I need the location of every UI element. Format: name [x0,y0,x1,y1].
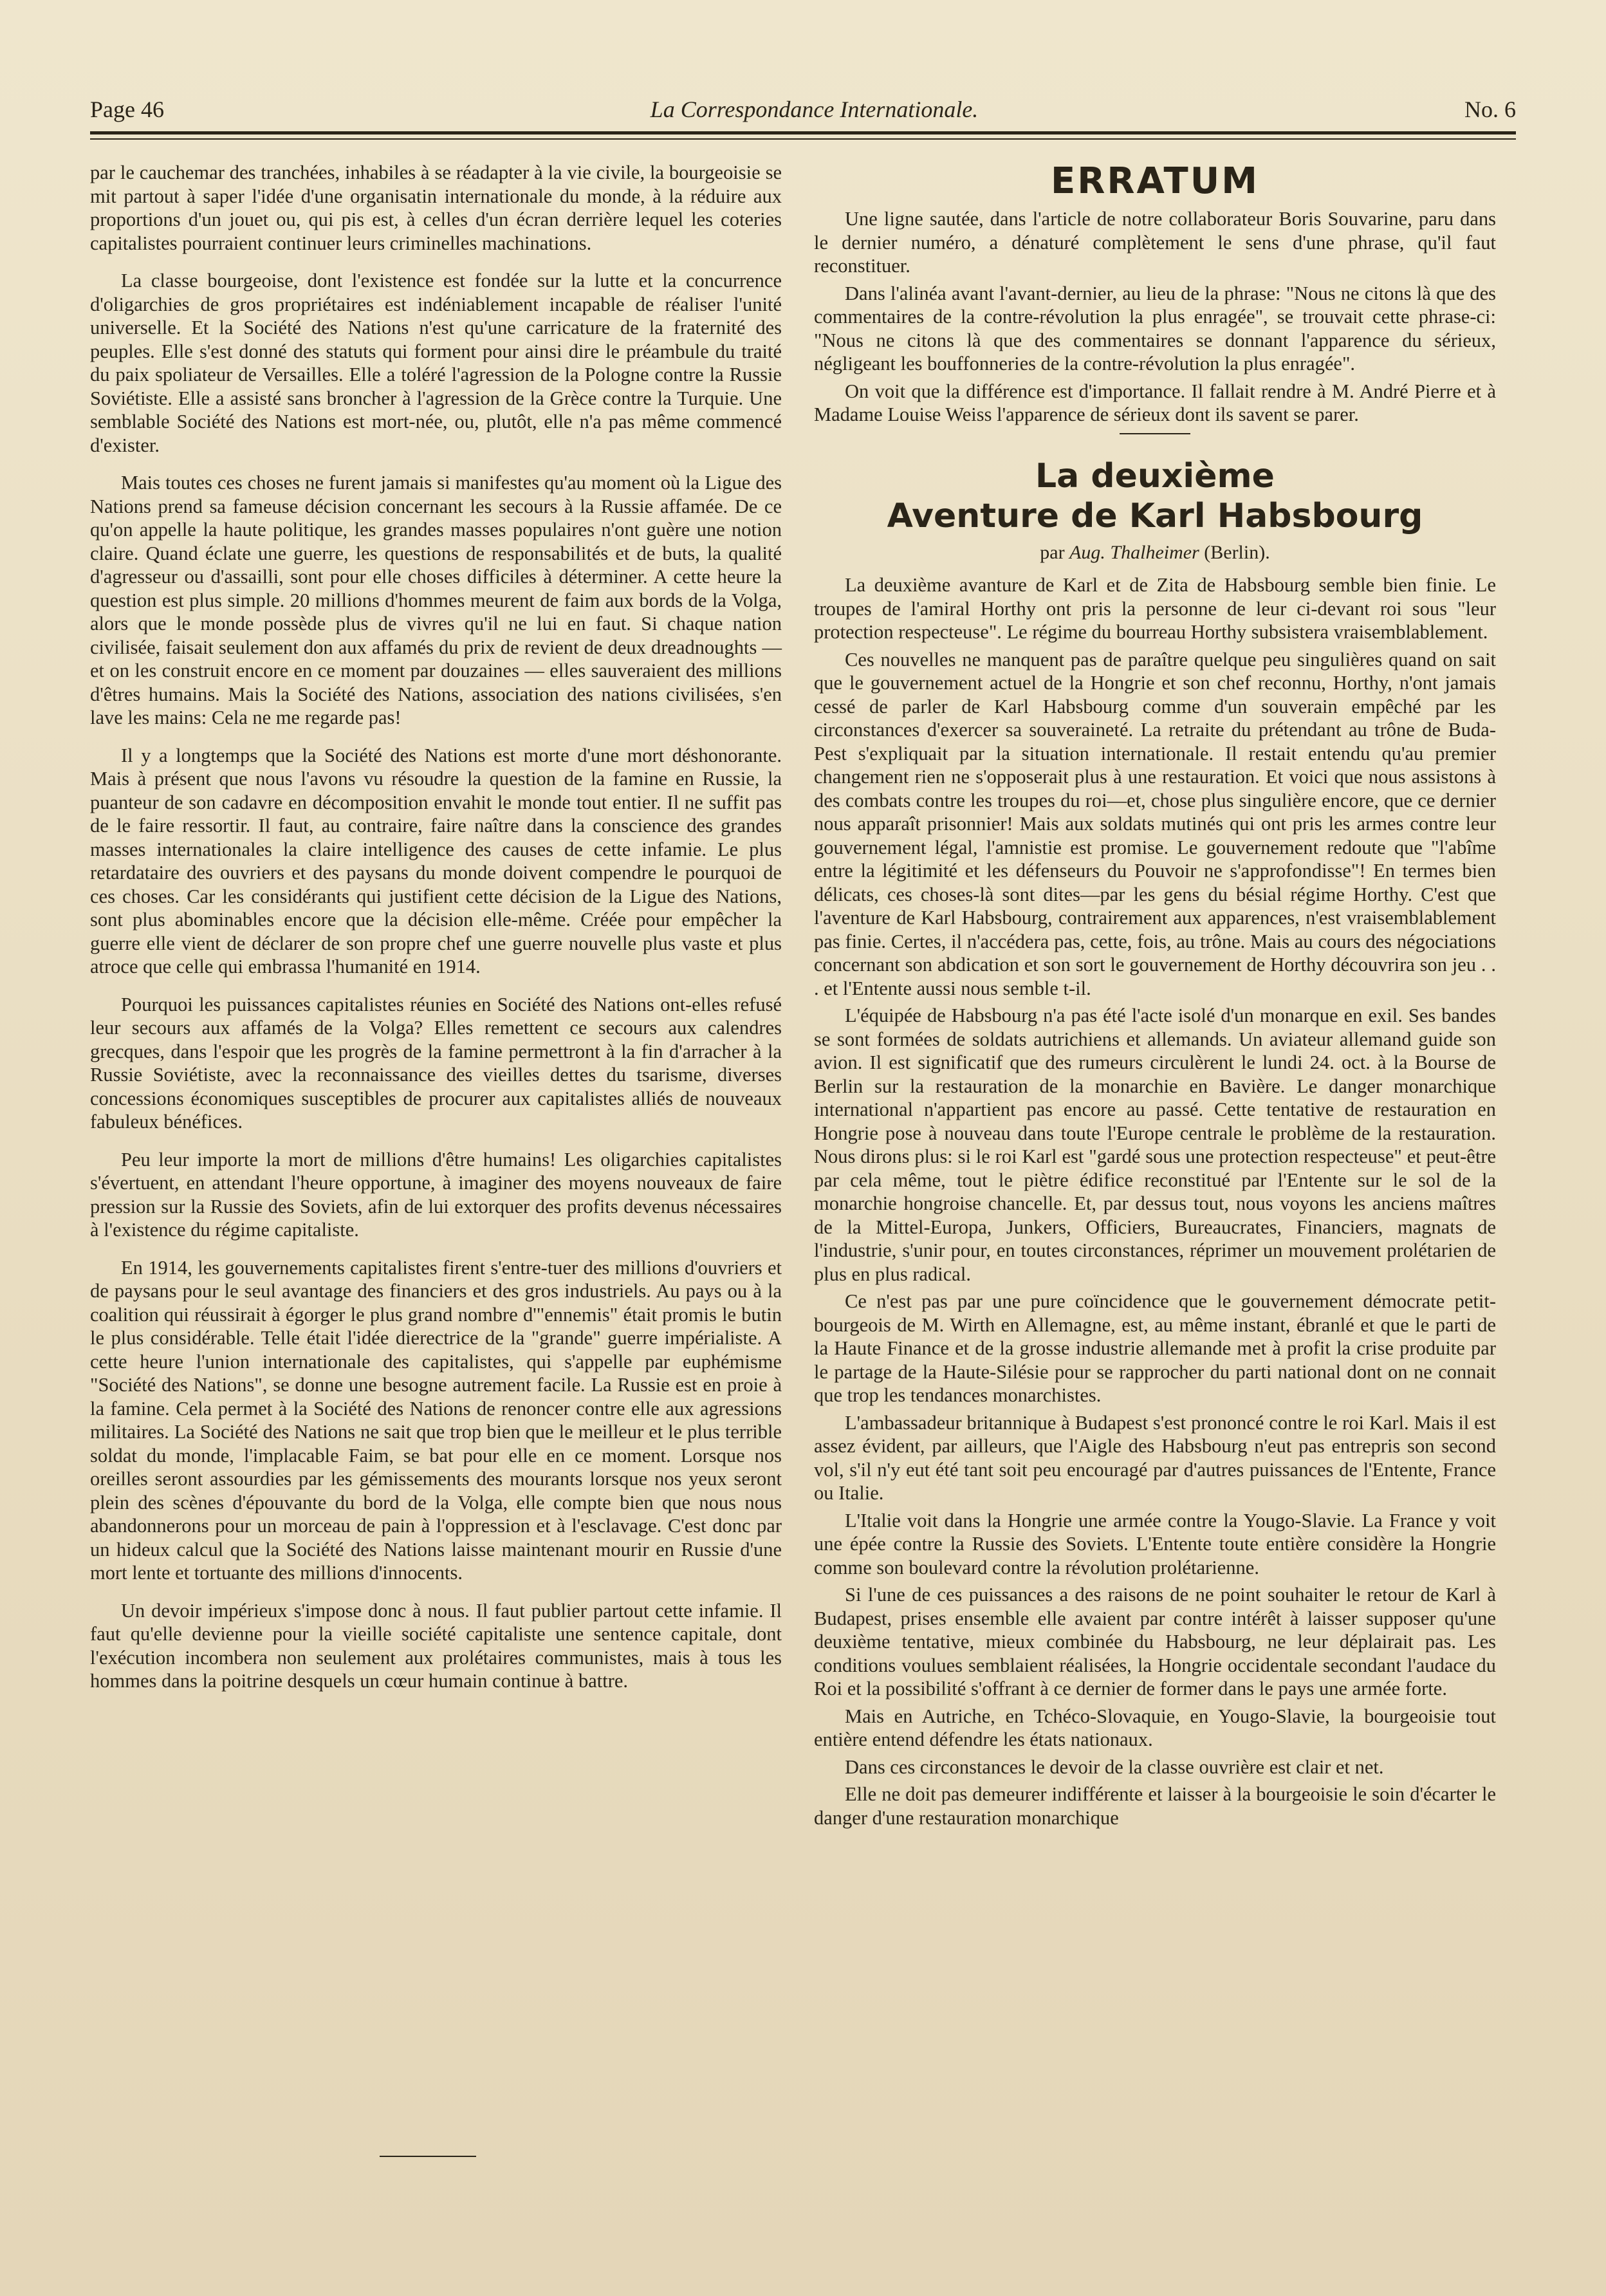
left-paragraph: Pourquoi les puissances capitalistes réunies en Société des Nations ont-elles refusé leur secours aux affamés de la Volga? Elles remettent ce secours aux calendres grecques, dans l'espoir que les progrès de la famine permettront à la fin d'arracher à la Russie Soviétiste, avec la reconnaissance des vieilles dettes du tsarisme, diverses concessions économiques susceptibles de procurer aux capitalistes alliés de nouveaux fabuleux bénéfices. [90,993,782,1133]
left-paragraph: Mais toutes ces choses ne furent jamais si manifestes qu'au moment où la Ligue des Nations prend sa fameuse décision concernant les secours à la Russie affamée. De ce qu'on appelle la haute politique, les grandes masses populaires n'ont guère une notion claire. Quand éclate une guerre, les questions de responsabilités et de buts, la qualité d'agresseur ou d'assailli, sont pour elle choses difficiles à déterminer. A cette heure la question est plus simple. 20 millions d'hommes meurent de faim aux bords de la Volga, alors que le monde possède plus de vivres qu'il ne lui en faut. Si chaque nation civilisée, faisait seulement don aux affamés du prix de revient de deux dreadnoughts — et on les construit encore en ce moment par douzaines — elles sauveraient des millions d'êtres humains. Mais la Société des Nations, association des nations civilisées, s'en lave les mains: Cela ne me regarde pas! [90,472,782,728]
article-paragraph: La deuxième avanture de Karl et de Zita de Habsbourg semble bien finie. Le troupes de l'amiral Horthy ont pris la personne de leur ci-devant roi sous "leur protection respecteuse". Le régime du bourreau Horthy subsistera vraisemblablement. [814,574,1496,643]
article-paragraph: Mais en Autriche, en Tchéco-Slovaquie, en Yougo-Slavie, la bourgeoisie tout entière entend défendre les états nationaux. [814,1705,1496,1750]
article-title-line2: Aventure de Karl Habsbourg [887,496,1423,535]
article-paragraph: L'équipée de Habsbourg n'a pas été l'acte isolé d'un monarque en exil. Ses bandes se sont formées de soldats autrichiens et allemands. Un aviateur allemand guide son avion. Il est significatif que des rumeurs circulèrent le lundi 24. oct. à la Bourse de Berlin sur la restauration de la monarchie en Bavière. Le danger monarchique international n'appartient pas encore au passé. Cette tentative de restauration en Hongrie pose à nouveau dans toute l'Europe centrale le problème de la restauration. Nous dirons plus: si le roi Karl est "gardé sous une protection respecteuse" et peut-être par cela même, tout le piètre édifice reconstitué par l'Entente sur le sol de la monarchie hongroise chancelle. Et, par dessus tout, nous voyons les anciens maîtres de la Mittel-Europa, Junkers, Officiers, Bureaucrates, Financiers, magnats de l'industrie, s'unir pour, en toutes circonstances, réprimer un mouvement prolétarien de plus en plus radical. [814,1004,1496,1285]
header-rule [90,131,1516,140]
byline [814,541,1496,565]
running-head [90,90,1516,129]
left-paragraph: Peu leur importe la mort de millions d'être humains! Les oligarchies capitalistes s'évertuent, en attendant l'heure opportune, à imaginer des moyens nouveaux de faire pression sur la Russie des Soviets, afin de lui extorquer des profits devenus nécessaires à l'existence du régime capitaliste. [90,1148,782,1241]
article-paragraph: Dans ces circonstances le devoir de la classe ouvrière est clair et net. [845,1755,1384,1778]
article-paragraph: Elle ne doit pas demeurer indifférente et laisser à la bourgeoisie le soin d'écarter le danger d'une restauration monarchique [814,1783,1496,1829]
journal-title: La Correspondance Internationale. [650,97,979,122]
left-paragraph: Un devoir impérieux s'impose donc à nous. Il faut publier partout cette infamie. Il faut qu'elle devienne pour la vieille société capitaliste une sentence capitale, dont l'exécution incombera non seulement aux prolétaires communistes, mais à tous les hommes dans la poitrine desquels un cœur humain continue à battre. [90,1599,782,1692]
byline-author: Aug. Thalheimer [1069,541,1199,563]
section-divider [1120,433,1190,434]
article-paragraph: Ce n'est pas par une pure coïncidence que le gouvernement démocrate petit-bourgeois de M. Wirth en Allemagne, est, au même instant, ébranlé et que le parti de la Haute Finance et de la grosse industrie allemande met à profit la crise produite par le partage de la Haute-Silésie pour se rapprocher du parti national dont on ne connait que trop les tendances monarchistes. [814,1290,1496,1406]
byline-prefix: par [1040,541,1065,563]
page-number: Page 46 [90,97,164,122]
issue-number: No. 6 [1464,97,1516,122]
left-column [90,161,782,1707]
erratum-paragraph: On voit que la différence est d'importance. Il fallait rendre à M. André Pierre et à Madame Louise Weiss l'apparence de sérieux dont ils savent se parer. [814,380,1496,425]
right-column [814,161,1496,1833]
erratum-paragraph: Une ligne sautée, dans l'article de notre collaborateur Boris Souvarine, paru dans le dernier numéro, a dénaturé complètement le sens d'une phrase, qu'il faut reconstituer. [814,208,1496,277]
article-paragraph: L'ambassadeur britannique à Budapest s'est prononcé contre le roi Karl. Mais il est assez évident, par ailleurs, que l'Aigle des Habsbourg n'eut pas entrepris son second vol, s'il n'y eut été tant soit peu encouragé par d'autres puissances de l'Entente, France ou Italie. [814,1411,1496,1504]
left-paragraph: Il y a longtemps que la Société des Nations est morte d'une mort déshonorante. Mais à présent que nous l'avons vu résoudre la question de la famine en Russie, la puanteur de son cadavre en décomposition envahit le monde tout entier. Il ne suffit pas de le faire ressortir. Il faut, au contraire, faire naître dans la conscience des grandes masses internationales la claire intelligence des causes de cette infamie. Le plus retardataire des ouvriers et des paysans du monde doivent compendre le pourquoi de ces choses. Car les considérants qui justifient cette décision de la Ligue des Nations, sont plus abominables encore que la décision elle-même. Créée pour empêcher la guerre elle vient de déclarer de son propre chef une guerre nouvelle plus vaste et plus atroce que celle qui embrassa l'humanité en 1914. [90,744,782,977]
byline-location: (Berlin). [1204,541,1270,563]
article-paragraph: Ces nouvelles ne manquent pas de paraître quelque peu singulières quand on sait que le gouvernement actuel de la Hongrie et son chef reconnu, Horthy, n'ont jamais cessé de parler de Karl Habsbourg comme d'un souverain empêché par les circonstances d'exercer sa souveraineté. La retraite du prétendant au trône de Buda-Pest s'expliquait par la situation internationale. Il restait entendu qu'au premier changement rien ne s'opposerait plus à une restauration. Et voici que nous assistons à des combats contre les troupes du roi—et, chose plus singulière encore, que ce dernier nous apparaît prisonnier! Mais aux soldats mutinés qui ont pris les armes contre leur gouvernement légal, l'amnistie est promise. Le gouvernement redoute que "l'abîme entre la légitimité et les défenseurs du Pouvoir ne s'approfondisse"! En termes bien délicats, ces choses-là sont dites—par les gens du bésial régime Horthy. C'est que l'aventure de Karl Habsbourg, contrairement aux apparences, n'est vraisemblablement pas finie. Certes, il n'accédera pas, cette, fois, au trône. Mais au cours des négociations concernant son abdication et son sort le gouvernement de Horthy découvrira son jeu . . . et l'Entente aussi nous semble t-il. [814,648,1496,999]
article-paragraph: Si l'une de ces puissances a des raisons de ne point souhaiter le retour de Karl à Budapest, prises ensemble elle avaient par contre intérêt à laisser supposer qu'une deuxième tentative, mieux combinée du Habsbourg, ne leur déplairait pas. Les conditions voulues semblaient réalisées, la Hongrie occidentale secondant l'audace du Roi et la possibilité s'offrant à ce dernier de former dans le pays une armée forte. [814,1584,1496,1699]
article-end-rule [380,2156,476,2157]
erratum-paragraph: Dans l'alinéa avant l'avant-dernier, au lieu de la phrase: "Nous ne citons là que des commentaires de la contre-révolution la plus enragée", se trouvait cette phrase-ci: "Nous ne citons là que des commentaires se donnant l'apparence du sérieux, négligeant les bouffonneries de la contre-révolution la plus enragée". [814,282,1496,375]
erratum-heading: ERRATUM [1051,160,1259,202]
article-paragraph: L'Italie voit dans la Hongrie une armée contre la Yougo-Slavie. La France y voit une épée contre la Russie des Soviets. L'Entente toute entière considère la Hongrie comme son boulevard contre la révolution prolétarienne. [814,1509,1496,1578]
left-paragraph: En 1914, les gouvernements capitalistes firent s'entre-tuer des millions d'ouvriers et de paysans pour le seul avantage des financiers et des gros industriels. Au pays ou à la coalition qui réussirait à égorger le plus grand nombre d'"ennemis" était promis le butin le plus considérable. Telle était l'idée dierectrice de la "grande" guerre impérialiste. A cette heure l'union internationale des capitalistes, qui s'appelle par euphémisme "Société des Nations", se donne une besogne autrement facile. La Russie est en proie à la famine. Cela permet à la Société des Nations de renoncer contre elle aux agressions militaires. La Société des Nations ne sait que trop bien que le meilleur et le plus terrible soldat du monde, l'implacable Faim, se bat pour elle en ce moment. Lorsque nos oreilles seront assourdies par les gémissements des mourants lorsque nos yeux seront plein des scènes d'épouvante du bord de la Volga, elle compte bien que nous nous abandonnerons pour un morceau de pain à l'oppression et à l'esclavage. C'est donc par un hideux calcul que la Société des Nations laisse maintenant mourir en Russie d'une mort lente et tortuante des millions d'innocents. [90,1256,782,1584]
left-paragraph: La classe bourgeoise, dont l'existence est fondée sur la lutte et la concurrence d'oligarchies de gros propriétaires est indéniablement incapable de réaliser l'unité universelle. Et la Société des Nations n'est qu'une carricature de la fraternité des peuples. Elle s'est donné des statuts qui forment pour ainsi dire le préambule du traité du paix spoliateur de Versailles. Elle a toléré l'agression de la Pologne contre la Russie Soviétiste. Elle a assisté sans broncher à l'agression de la Grèce contre la Turquie. Une semblable Société des Nations est mort-née, ou, plutôt, elle n'a pas même commencé d'exister. [90,270,782,456]
left-paragraph: par le cauchemar des tranchées, inhabiles à se réadapter à la vie civile, la bourgeoisie se mit partout à saper l'idée d'une organisatin internationale du monde, à la réduire aux proportions d'un jouet ou, qui pis est, à celles d'un écran derrière lequel les coteries capitalistes pourraient continuer leurs criminelles machinations. [90,162,782,254]
article-title-line1: La deuxième [1035,456,1275,495]
